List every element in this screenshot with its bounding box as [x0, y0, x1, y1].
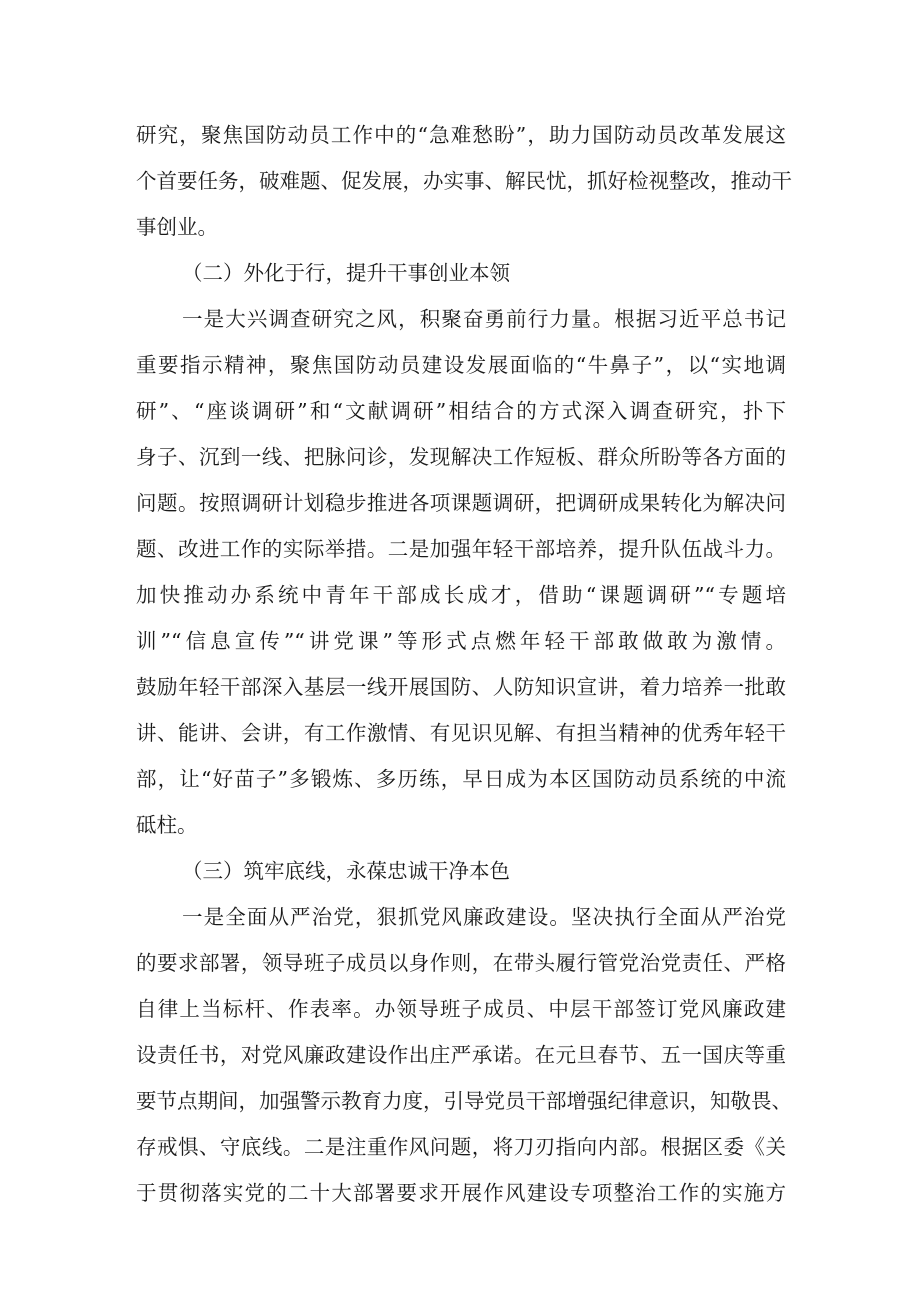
body-text-line: 部，让“好苗子”多锻炼、多历练，早日成为本区国防动员系统的中流: [136, 767, 786, 791]
body-text-line: 研”、“座谈调研”和“文献调研”相结合的方式深入调查研究，扑下: [136, 399, 786, 423]
body-text-line: 鼓励年轻干部深入基层一线开展国防、人防知识宣讲，着力培养一批敢: [136, 675, 786, 699]
body-text-line: 个首要任务，破难题、促发展，办实事、解民忧，抓好检视整改，推动干: [136, 169, 792, 193]
section-heading: （二）外化于行，提升干事创业本领: [182, 261, 510, 285]
body-text-line: 于贯彻落实党的二十大部署要求开展作风建设专项整治工作的实施方: [136, 1181, 786, 1205]
body-text-line: 研究，聚焦国防动员工作中的“急难愁盼”，助力国防动员改革发展这: [136, 123, 786, 147]
body-text-line: 重要指示精神，聚焦国防动员建设发展面临的“牛鼻子”，以“实地调: [136, 353, 786, 377]
body-text-line: 的要求部署，领导班子成员以身作则，在带头履行管党治党责任、严格: [136, 951, 786, 975]
body-text-line: 一是全面从严治党，狠抓党风廉政建设。坚决执行全面从严治党: [182, 905, 786, 929]
body-text-line: 要节点期间，加强警示教育力度，引导党员干部增强纪律意识，知敬畏、: [136, 1089, 792, 1113]
body-text-line: 题、改进工作的实际举措。二是加强年轻干部培养，提升队伍战斗力。: [136, 537, 786, 561]
body-text-line: 一是大兴调查研究之风，积聚奋勇前行力量。根据习近平总书记: [182, 307, 786, 331]
body-text-line: 训”“信息宣传”“讲党课”等形式点燃年轻干部敢做敢为激情。: [136, 629, 786, 653]
section-heading: （三）筑牢底线，永葆忠诚干净本色: [182, 859, 510, 883]
body-text-line: 砥柱。: [136, 813, 198, 837]
body-text-line: 问题。按照调研计划稳步推进各项课题调研，把调研成果转化为解决问: [136, 491, 786, 515]
body-text-line: 身子、沉到一线、把脉问诊，发现解决工作短板、群众所盼等各方面的: [136, 445, 786, 469]
body-text-line: 事创业。: [136, 215, 218, 239]
body-text-line: 存戒惧、守底线。二是注重作风问题，将刀刃指向内部。根据区委《关: [136, 1135, 786, 1159]
body-text-line: 设责任书，对党风廉政建设作出庄严承诺。在元旦春节、五一国庆等重: [136, 1043, 786, 1067]
body-text-line: 讲、能讲、会讲，有工作激情、有见识见解、有担当精神的优秀年轻干: [136, 721, 786, 745]
body-text-line: 自律上当标杆、作表率。办领导班子成员、中层干部签订党风廉政建: [136, 997, 786, 1021]
body-text-line: 加快推动办系统中青年干部成长成才，借助“课题调研”“专题培: [136, 583, 786, 607]
